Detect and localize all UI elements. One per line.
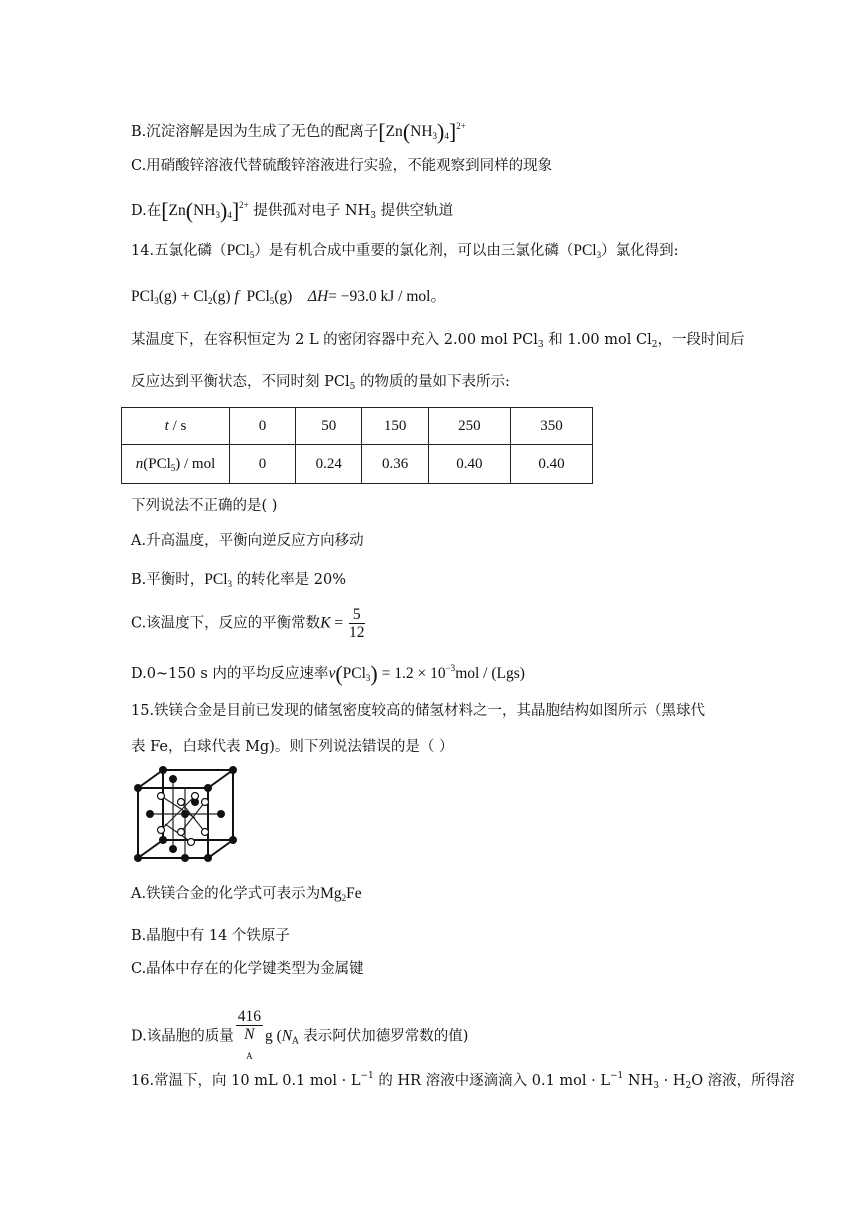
table-cell: 0.40 xyxy=(510,445,592,484)
fraction: $\frac{5}{12}$ xyxy=(349,606,365,641)
q15-option-b: B.晶胞中有 14 个铁原子 xyxy=(131,928,290,944)
q13-option-c: C.用硝酸锌溶液代替硫酸锌溶液进行实验，不能观察到同样的现象 xyxy=(131,158,553,174)
table-cell: 350 xyxy=(510,408,592,445)
q13-option-d: D.在$[Zn(NH_3)_4]^{2+}$ 提供孤对电子 $NH_3$ 提供空轨道 xyxy=(131,198,454,223)
table-cell: 0.36 xyxy=(362,445,428,484)
table-cell: 0.40 xyxy=(428,445,510,484)
table-row xyxy=(122,408,593,445)
q14-option-c: C.该温度下，反应的平衡常数K = $\frac{5}{12}$ xyxy=(131,606,365,641)
q14-stem-line1: 14.五氯化磷（PCl$_5$）是有机合成中重要的氯化剂，可以由三氯化磷（PCl$_3$）氯化得到: xyxy=(131,242,679,260)
crystal-cell-diagram xyxy=(133,766,243,866)
q15-option-d: D.该晶胞的质量 416 N $_A$ g ($N_A$ 表示阿伏加德罗常数的值) xyxy=(131,1008,468,1065)
fraction: 416 N $_A$ xyxy=(237,1008,261,1061)
q15-option-c: C.晶体中存在的化学键类型为金属键 xyxy=(131,961,364,977)
q14-question: 下列说法不正确的是( ) xyxy=(131,498,278,514)
pcl5-amount-table xyxy=(121,407,593,484)
q14-equation: $PCl_3(g) + Cl_2(g)$ f PCl$_5$(g) ΔH= −93.0 kJ / mol。 xyxy=(131,288,446,306)
q14-option-d: D.0~150 s 内的平均反应速率$v(PCl_3) = 1.2 \times 10^{-3}mol / (Lgs)$ xyxy=(131,661,525,686)
table-cell: 0 xyxy=(229,445,295,484)
table-cell: 0.24 xyxy=(296,445,362,484)
table-header-amount: n(PCl$_5$) / mol xyxy=(122,445,230,484)
q16-stem: 16.常温下，向 10 mL 0.1 mol · $L^{-1}$ 的 HR 溶液中逐滴滴入 0.1 mol · $L^{-1}$ $NH_3 \cdot H_2O$ 溶液，所得溶 xyxy=(131,1071,795,1091)
q15-stem-line2: 表 Fe，白球代表 Mg)。则下列说法错误的是（ ） xyxy=(131,739,454,755)
equilibrium-arrow-glyph: f xyxy=(234,288,239,305)
table-cell: 150 xyxy=(362,408,428,445)
complex-ion: $[Zn(NH_3)_4]^{2+}$ xyxy=(378,119,466,144)
q15-stem-line1: 15.铁镁合金是目前已发现的储氢密度较高的储氢材料之一，其晶胞结构如图所示（黑球代 xyxy=(131,703,706,719)
q14-option-b: B.平衡时，PCl$_3$ 的转化率是 20% xyxy=(131,571,346,589)
table-row xyxy=(122,445,593,484)
table-cell: 50 xyxy=(296,408,362,445)
q14-option-a: A.升高温度，平衡向逆反应方向移动 xyxy=(131,533,364,549)
q15-option-a: A.铁镁合金的化学式可表示为$Mg_2Fe$ xyxy=(131,885,362,903)
q14-paragraph-line1: 某温度下，在容积恒定为 2 L 的密闭容器中充入 2.00 mol PCl$_3$ 和 1.00 mol $Cl_2$，一段时间后 xyxy=(131,332,745,350)
table-header-time: t / s xyxy=(122,408,230,445)
table-cell: 250 xyxy=(428,408,510,445)
q14-paragraph-line2: 反应达到平衡状态，不同时刻 PCl$_5$ 的物质的量如下表所示: xyxy=(131,374,510,392)
table-cell: 0 xyxy=(229,408,295,445)
q13-option-b: B.沉淀溶解是因为生成了无色的配离子$[Zn(NH_3)_4]^{2+}$ xyxy=(131,119,466,144)
complex-ion: $[Zn(NH_3)_4]^{2+}$ xyxy=(161,198,249,223)
